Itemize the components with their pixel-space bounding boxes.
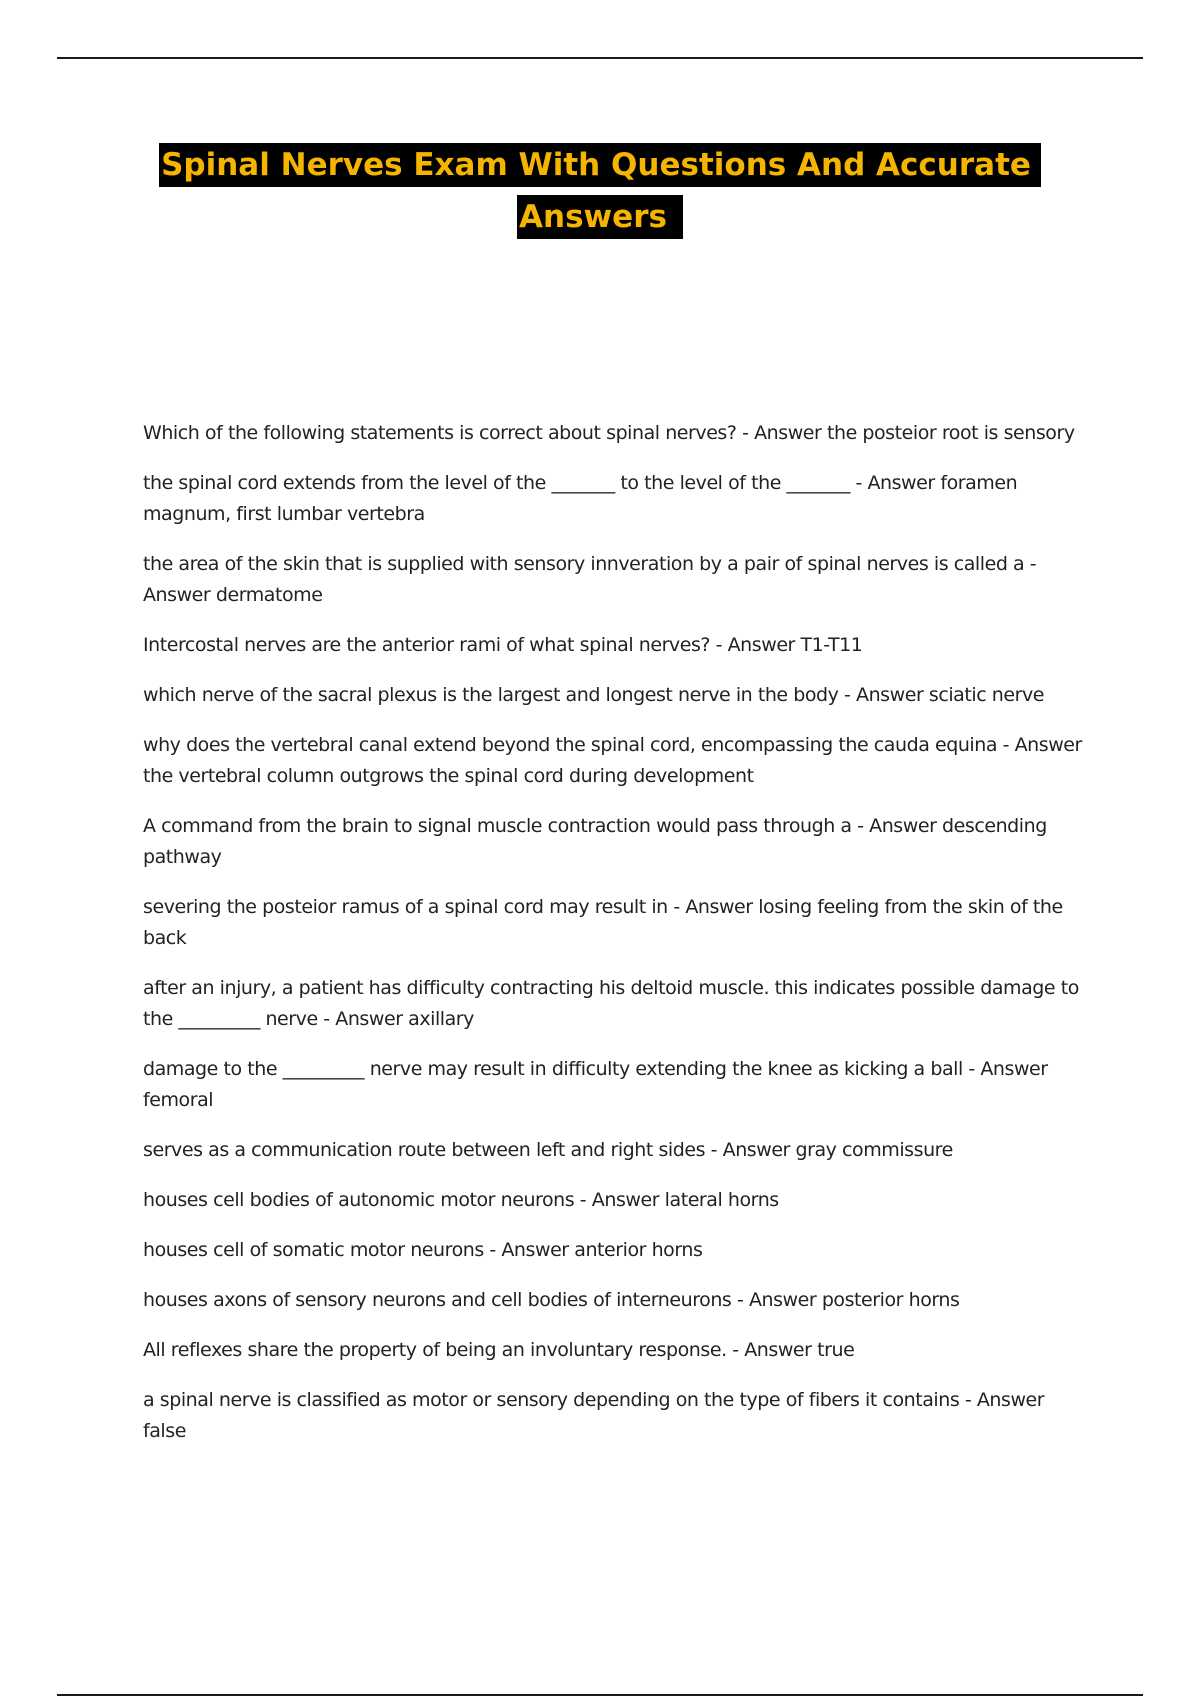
- qa-item: after an injury, a patient has difficulty contracting his deltoid muscle. this indicates possible damage to the _________ nerve - Answer axillary: [143, 977, 1079, 1030]
- title-line-2: Answers: [517, 195, 683, 239]
- qa-item: a spinal nerve is classified as motor or sensory depending on the type of fibers it contains - Answer false: [143, 1389, 1045, 1442]
- qa-item: Intercostal nerves are the anterior rami of what spinal nerves? - Answer T1-T11: [143, 634, 863, 656]
- qa-item: why does the vertebral canal extend beyond the spinal cord, encompassing the cauda equina - Answer the vertebral column outgrows the spinal cord during development: [143, 734, 1082, 787]
- qa-item: the spinal cord extends from the level of the _______ to the level of the _______ - Answer foramen magnum, first lumbar vertebra: [143, 472, 1018, 525]
- qa-item: damage to the _________ nerve may result in difficulty extending the knee as kicking a ball - Answer femoral: [143, 1058, 1048, 1111]
- qa-item: houses cell of somatic motor neurons - Answer anterior horns: [143, 1239, 703, 1261]
- qa-item: All reflexes share the property of being an involuntary response. - Answer true: [143, 1339, 855, 1361]
- qa-item: Which of the following statements is correct about spinal nerves? - Answer the posteior root is sensory: [143, 422, 1075, 444]
- qa-item: houses cell bodies of autonomic motor neurons - Answer lateral horns: [143, 1189, 779, 1211]
- qa-item: severing the posteior ramus of a spinal cord may result in - Answer losing feeling from the skin of the back: [143, 896, 1063, 949]
- qa-item: which nerve of the sacral plexus is the largest and longest nerve in the body - Answer sciatic nerve: [143, 684, 1045, 706]
- qa-item: A command from the brain to signal muscle contraction would pass through a - Answer descending pathway: [143, 815, 1047, 868]
- document-title: [0, 143, 1200, 247]
- qa-item: serves as a communication route between left and right sides - Answer gray commissure: [143, 1139, 953, 1161]
- qa-item: houses axons of sensory neurons and cell bodies of interneurons - Answer posterior horns: [143, 1289, 960, 1311]
- qa-item: the area of the skin that is supplied with sensory innveration by a pair of spinal nerves is called a - Answer dermatome: [143, 553, 1037, 606]
- question-answer-list: [143, 418, 1083, 1466]
- header-rule: [57, 57, 1143, 59]
- footer-rule: [57, 1694, 1143, 1696]
- title-line-1: Spinal Nerves Exam With Questions And Accurate: [159, 143, 1041, 187]
